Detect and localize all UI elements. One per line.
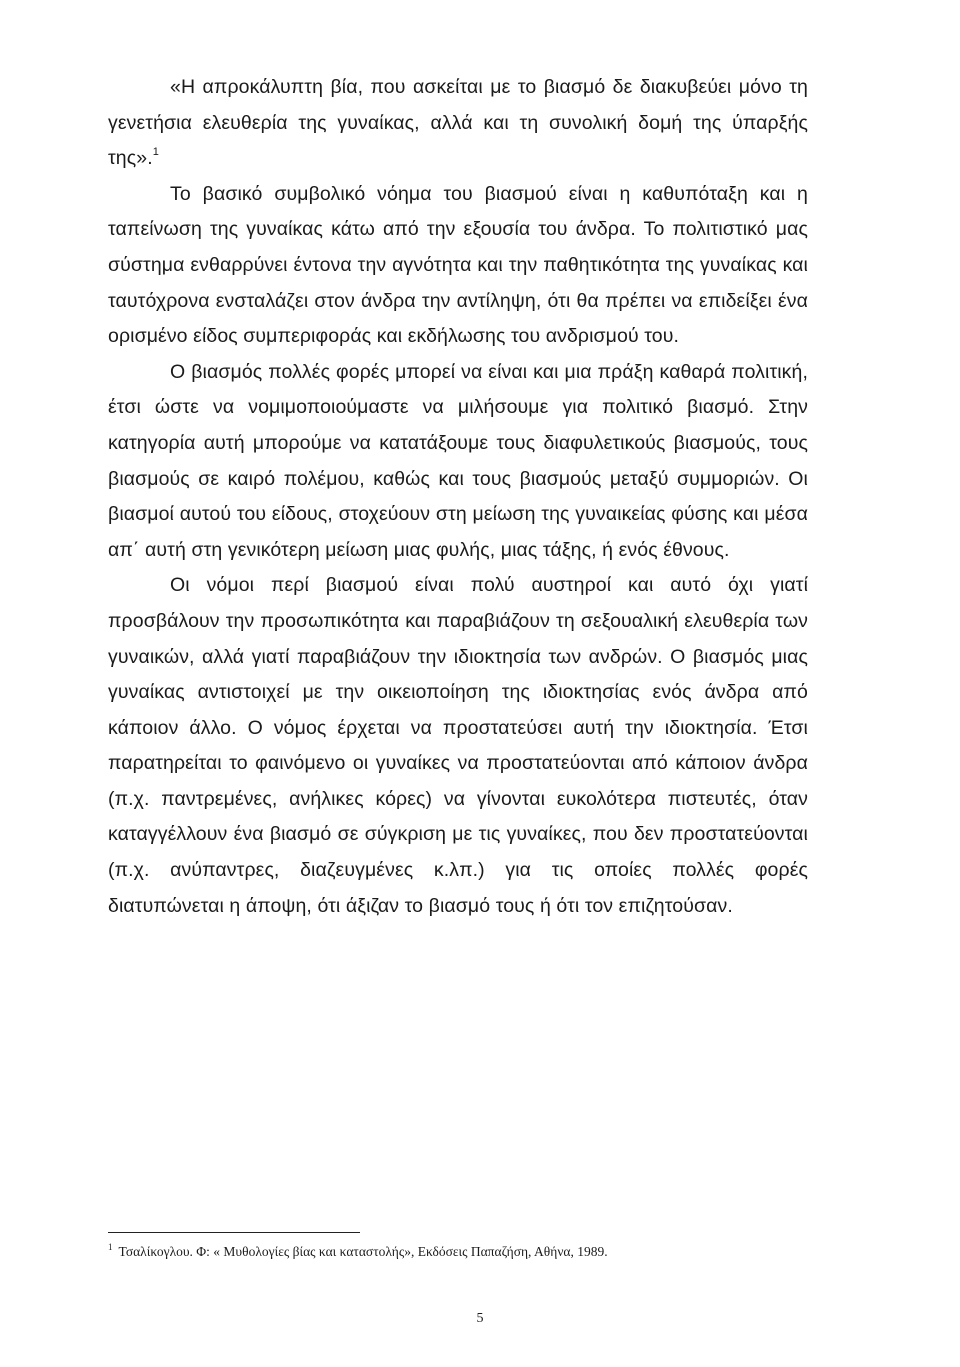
footnote-separator [108,1232,360,1233]
footnote-text: Τσαλίκογλου. Φ: « Μυθολογίες βίας και καταστολής», Εκδόσεις Παπαζήση, Αθήνα, 1989. [118,1244,608,1259]
paragraph-text: Ο βιασμός πολλές φορές μπορεί να είναι και μια πράξη καθαρά πολιτική, έτσι ώστε να νομιμοποιούμαστε να μιλήσουμε για πολιτικό βιασμό. Στην κατηγορία αυτή μπορούμε να κατατάξουμε τους διαφυλετικούς βιασμούς, τους βιασμούς σε καιρό πολέμου, καθώς και τους βιασμούς μεταξύ συμμοριών. Οι βιασμοί αυτού του είδους, στοχεύουν στη μείωση της γυναικείας φύσης και μέσα απ΄ αυτή στη γενικότερη μείωση μιας φυλής, μιας τάξης, ή ενός έθνους. [108,360,808,561]
paragraph-text: «Η απροκάλυπτη βία, που ασκείται με το βιασμό δε διακυβεύει μόνο τη γενετήσια ελευθερία της γυναίκας, αλλά και τη συνολική δομή της ύπαρξής της». [108,76,808,170]
footnote-reference: 1 [152,146,159,159]
footnote-mark: 1 [108,1242,113,1252]
page-number: 5 [476,1311,484,1326]
footnote [108,1243,828,1261]
paragraph [108,568,808,924]
paragraph-text: Το βασικό συμβολικό νόημα του βιασμού είναι η καθυπόταξη και η ταπείνωση της γυναίκας κάτω από την εξουσία του άνδρα. Το πολιτιστικό μας σύστημα ενθαρρύνει έντονα την αγνότητα και την παθητικότητα της γυναίκας και ταυτόχρονα ενσταλάζει στον άνδρα την αντίληψη, ότι θα πρέπει να επιδείξει ένα ορισμένο είδος συμπεριφοράς και εκδήλωσης του ανδρισμού του. [108,182,808,348]
paragraph [108,177,808,355]
paragraph [108,355,808,569]
paragraph-text: Οι νόμοι περί βιασμού είναι πολύ αυστηροί και αυτό όχι γιατί προσβάλουν την προσωπικότητα και παραβιάζουν τη σεξουαλική ελευθερία των γυναικών, αλλά γιατί παραβιάζουν την ιδιοκτησία των ανδρών. Ο βιασμός μιας γυναίκας αντιστοιχεί με την οικειοποίηση της ιδιοκτησίας ενός άνδρα από κάποιον άλλο. Ο νόμος έρχεται να προστατεύσει αυτή την ιδιοκτησία. Έτσι παρατηρείται το φαινόμενο οι γυναίκες να προστατεύονται από κάποιον άνδρα (π.χ. παντρεμένες, ανήλικες κόρες) να γίνονται ευκολότερα πιστευτές, όταν καταγγέλλουν ένα βιασμό σε σύγκριση με τις γυναίκες, που δεν προστατεύονται (π.χ. ανύπαντρες, διαζευγμένες κ.λπ.) για τις οποίες πολλές φορές διατυπώνεται η άποψη, ότι άξιζαν το βιασμό τους ή ότι τον επιζητούσαν. [108,574,808,917]
paragraph-quote [108,70,808,177]
body-text [108,70,808,924]
